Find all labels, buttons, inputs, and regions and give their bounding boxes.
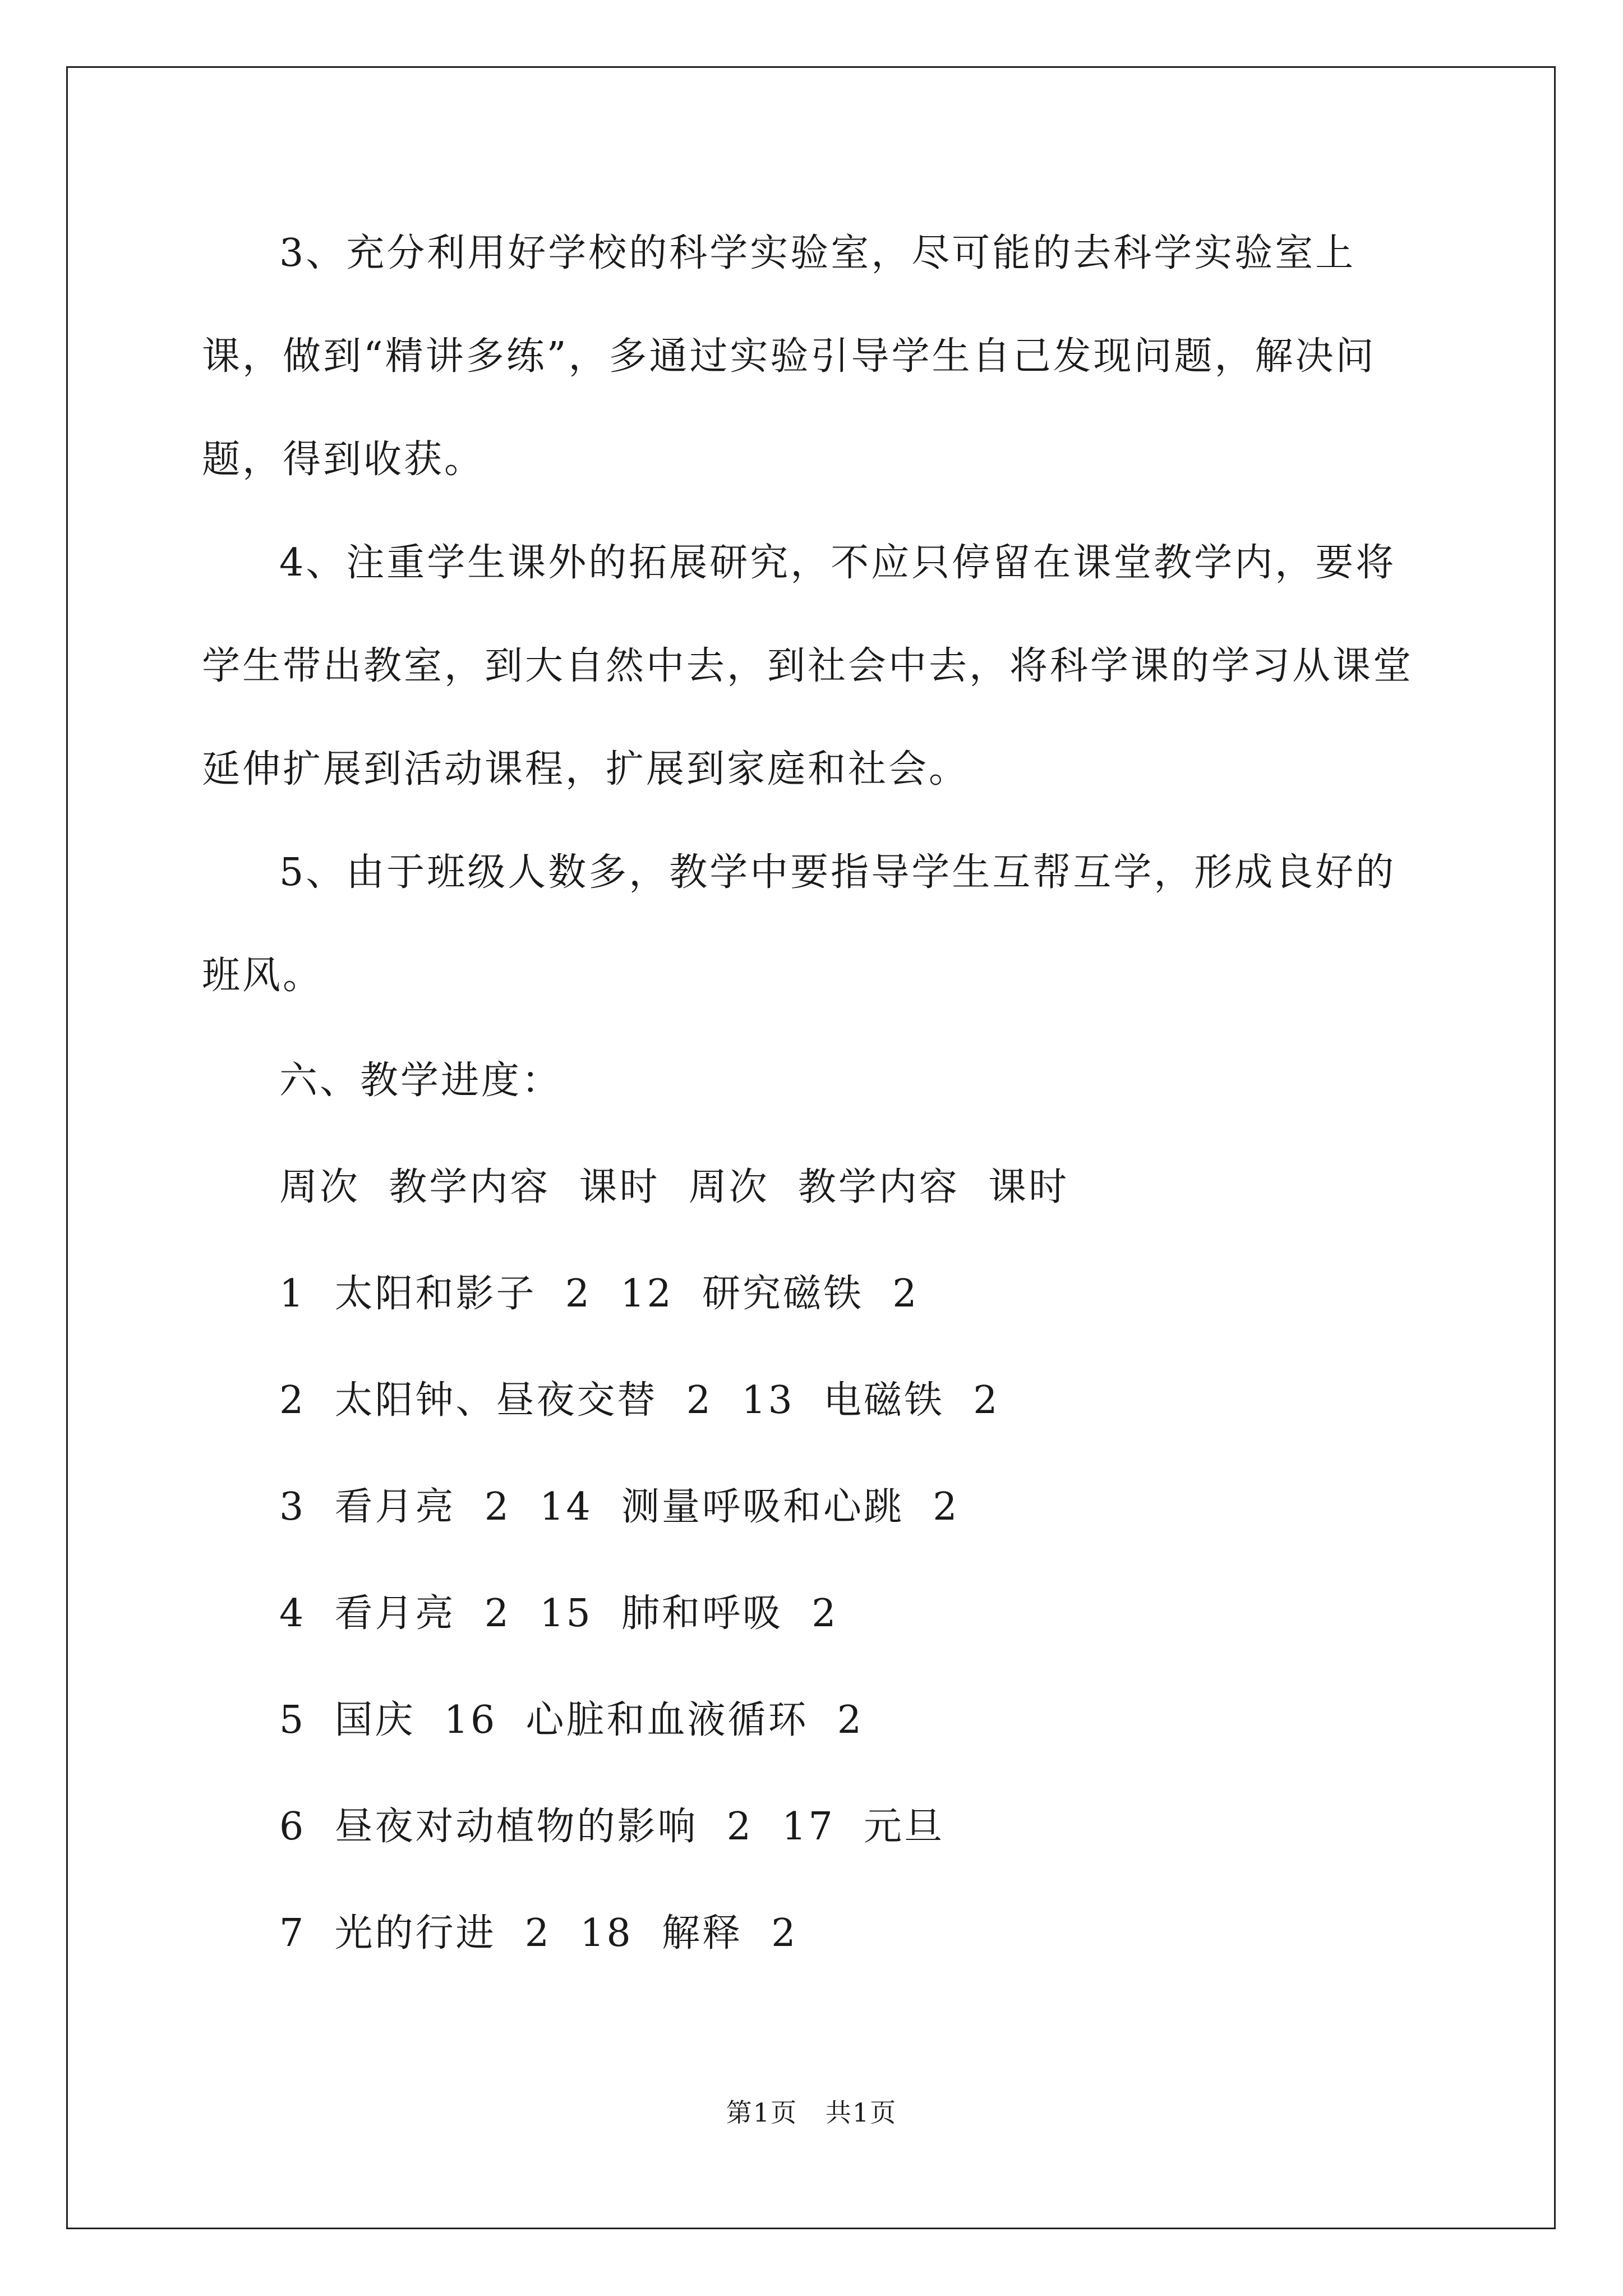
section-title: 六、教学进度： (279, 1059, 562, 1103)
schedule-row: 1 太阳和影子 2 12 研究磁铁 2 (279, 1272, 919, 1316)
schedule-row: 3 看月亮 2 14 测量呼吸和心跳 2 (279, 1485, 960, 1529)
paragraph-item-3: 3、充分利用好学校的科学实验室，尽可能的去科学实验室上课，做到“精讲多练”，多通过实验引导学生自己发现问题，解决问题，得到收获。 (202, 231, 1376, 482)
schedule-row: 5 国庆 16 心脏和血液循环 2 (279, 1698, 864, 1742)
schedule-row: 7 光的行进 2 18 解释 2 (279, 1911, 798, 1955)
document-body (202, 202, 1436, 1987)
schedule-header: 周次 教学内容 课时 周次 教学内容 课时 (279, 1165, 1069, 1209)
paragraph-item-4: 4、注重学生课外的拓展研究，不应只停留在课堂教学内，要将学生带出教室，到大自然中去，到社会中去，将科学课的学习从课堂延伸扩展到活动课程，扩展到家庭和社会。 (202, 541, 1414, 792)
page-footer: 第1页 共1页 (726, 2097, 897, 2128)
paragraph-item-5: 5、由于班级人数多，教学中要指导学生互帮互学，形成良好的班风。 (202, 850, 1396, 998)
schedule-row: 4 看月亮 2 15 肺和呼吸 2 (279, 1591, 838, 1636)
schedule-row: 6 昼夜对动植物的影响 2 17 元旦 (279, 1805, 944, 1849)
schedule-row: 2 太阳钟、昼夜交替 2 13 电磁铁 2 (279, 1378, 1000, 1423)
